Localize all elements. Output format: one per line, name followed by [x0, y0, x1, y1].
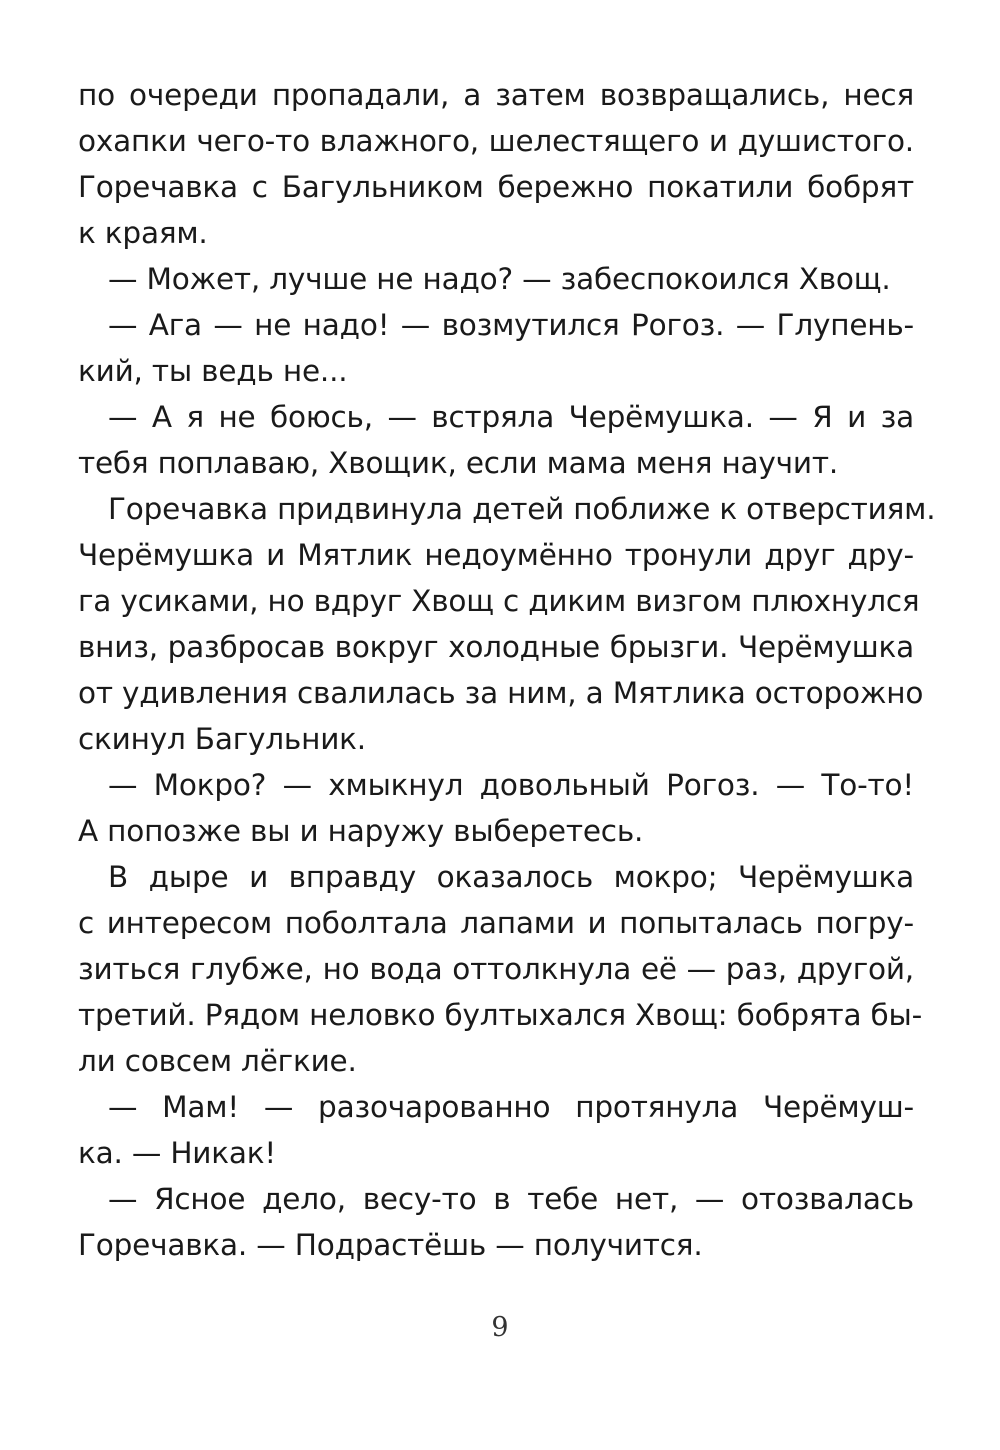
text-line: ли совсем лёгкие.	[78, 1044, 357, 1078]
paragraph	[78, 394, 914, 486]
body-text	[78, 72, 936, 1268]
text-line: по очереди пропадали, а затем возвращались, неся	[78, 78, 914, 112]
text-line: — Ага — не надо! — возмутился Рогоз. — Глупень-	[108, 308, 914, 342]
text-line: га усиками, но вдруг Хвощ с диким визгом плюхнулся	[78, 584, 920, 618]
text-line: — Мам! — разочарованно протянула Черёмуш-	[108, 1090, 914, 1124]
text-line: к краям.	[78, 216, 208, 250]
paragraph	[78, 256, 914, 302]
page-number: 9	[491, 1312, 509, 1343]
text-line: от удивления свалилась за ним, а Мятлика осторожно	[78, 676, 924, 710]
text-line: с интересом поболтала лапами и попыталась погру-	[78, 906, 914, 940]
text-line: зиться глубже, но вода оттолкнула её — раз, другой,	[78, 952, 914, 986]
text-line: Горечавка придвинула детей поближе к отверстиям.	[108, 492, 936, 526]
text-line: — Ясное дело, весу-то в тебе нет, — отозвалась	[108, 1182, 914, 1216]
text-line: А попозже вы и наружу выберетесь.	[78, 814, 644, 848]
paragraph	[78, 762, 914, 854]
text-line: — Может, лучше не надо? — забеспокоился Хвощ.	[108, 262, 891, 296]
text-line: Горечавка. — Подрастёшь — получится.	[78, 1228, 703, 1262]
text-line: вниз, разбросав вокруг холодные брызги. Черёмушка	[78, 630, 914, 664]
paragraph	[78, 486, 936, 762]
paragraph	[78, 72, 914, 256]
text-line: кий, ты ведь не...	[78, 354, 348, 388]
text-line: Горечавка с Багульником бережно покатили бобрят	[78, 170, 914, 204]
text-line: тебя поплаваю, Хвощик, если мама меня научит.	[78, 446, 839, 480]
text-line: скинул Багульник.	[78, 722, 366, 756]
text-line: — А я не боюсь, — встряла Черёмушка. — Я и за	[108, 400, 914, 434]
text-line: охапки чего-то влажного, шелестящего и душистого.	[78, 124, 914, 158]
text-line: В дыре и вправду оказалось мокро; Черёмушка	[108, 860, 914, 894]
paragraph	[78, 1084, 914, 1176]
paragraph	[78, 854, 923, 1084]
text-line: третий. Рядом неловко бултыхался Хвощ: бобрята бы-	[78, 998, 923, 1032]
text-line: — Мокро? — хмыкнул довольный Рогоз. — То-то!	[108, 768, 914, 802]
paragraph	[78, 302, 914, 394]
text-line: ка. — Никак!	[78, 1136, 277, 1170]
paragraph	[78, 1176, 914, 1268]
text-line: Черёмушка и Мятлик недоумённо тронули друг дру-	[78, 538, 914, 572]
